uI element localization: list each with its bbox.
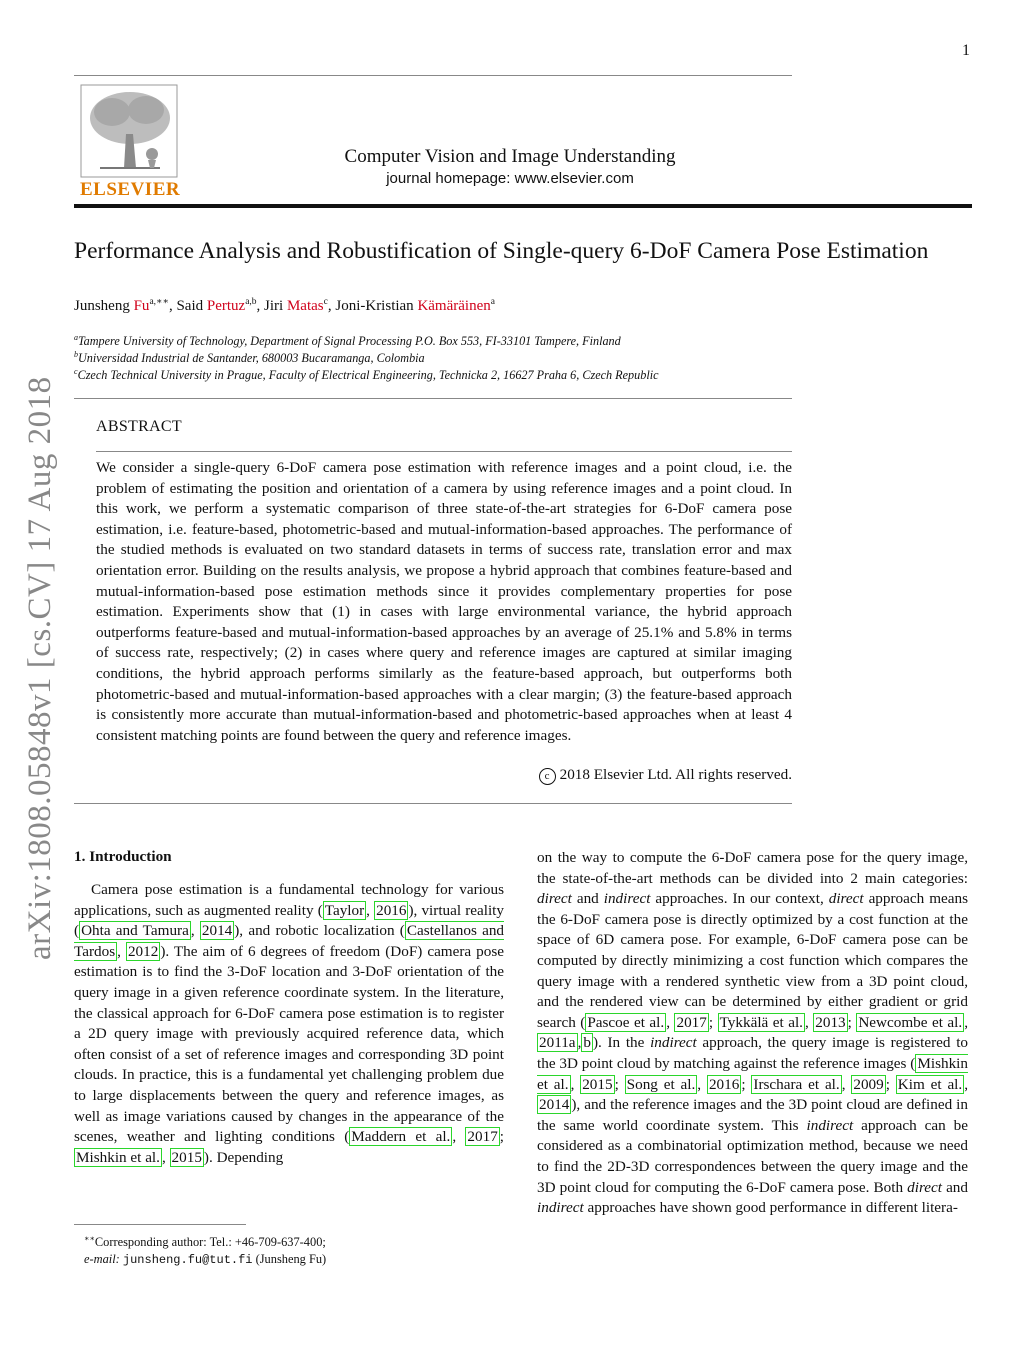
citation-link[interactable]: Taylor (324, 901, 365, 919)
author-affiliation-mark: a (490, 297, 495, 307)
author-first-name: Junsheng (74, 298, 134, 314)
body-text: , (964, 1013, 968, 1031)
citation-link[interactable]: 2013 (815, 1013, 846, 1031)
emphasis-text: direct (828, 890, 864, 908)
section-heading: 1. Introduction (74, 848, 172, 865)
footnote (84, 1230, 326, 1269)
body-text: , (117, 942, 126, 960)
email-owner: (Junsheng Fu) (252, 1252, 327, 1267)
abstract-body: We consider a single-query 6-DoF camera pose estimation with reference images and a point cloud, i.e. the problem of estimating the position and orientation of a camera by using reference images and a point cloud. In this work, we perform a systematic comparison of three state-of-the-art strategies for 6-DoF camera pose estimation, i.e. feature-based, photometric-based and mutual-information-based approaches. The performance of the studied methods is evaluated on two standard datasets in terms of success rate, translation error and max orientation error. Building on the results analysis, we propose a hybrid approach that combines feature-based and mutual-information-based pose estimation methods since it provides complementary properties for pose estimation. Experiments show that (1) in cases with large environmental variance, the hybrid approach outperforms feature-based and mutual-information-based approaches by an average of 25.1% and 5.8% in terms of success rate, respectively; (2) in cases where query and reference images are captured at similar imaging conditions, the hybrid approach performs similarly as the feature-based approach, but outperforms both photometric-based and mutual-information-based approaches with a clear margin; (3) the feature-based approach is consistently more accurate than mutual-information-based and photometric-based approaches when at least 4 consistent matching points are found between the query and reference images. (96, 459, 792, 744)
author-affiliation-mark: c (323, 297, 328, 307)
journal-header (300, 146, 720, 187)
citation-link[interactable]: Maddern et al. (351, 1128, 451, 1146)
author-link[interactable]: Matas (286, 298, 324, 314)
body-text: Camera pose estimation is a fundamental technology for various applications, such as augmented reality ( (74, 881, 504, 919)
citation-link[interactable]: Irschara et al. (753, 1075, 840, 1093)
emphasis-text: indirect (537, 1199, 584, 1217)
author-separator: , (256, 298, 265, 314)
citation-link[interactable]: 2015 (171, 1148, 202, 1166)
body-text: , (697, 1075, 707, 1093)
body-text: , (190, 922, 200, 940)
body-text: ; (499, 1128, 505, 1146)
body-text: approach, the query image is registered to the 3D point cloud by matching against the reference images ( (537, 1034, 969, 1072)
body-text: ), and the reference images and the 3D point cloud are defined in the same world coordinate system. This (537, 1096, 968, 1134)
author-first-name: Jiri (264, 298, 287, 314)
citation-link[interactable]: 2014 (539, 1096, 570, 1114)
body-text: , (452, 1128, 466, 1146)
body-text: approaches. In our context, (650, 890, 829, 908)
affiliation-text: Czech Technical University in Prague, Faculty of Electrical Engineering, Technicka 2, 16627 Praha 6, Czech Republic (77, 368, 659, 383)
affiliation-text: Universidad Industrial de Santander, 680003 Bucaramanga, Colombia (78, 351, 425, 366)
body-text: approaches have shown good performance in different litera- (583, 1199, 958, 1217)
citation-link[interactable]: Ohta and Tamura (81, 922, 189, 940)
abstract-heading-rule (96, 451, 792, 452)
author-link[interactable]: Fu (133, 298, 150, 314)
body-text: , (964, 1075, 968, 1093)
emphasis-text: indirect (650, 1034, 697, 1052)
citation-link[interactable]: Newcombe et al. (858, 1013, 963, 1031)
affiliation-a (74, 333, 621, 349)
citation-link[interactable]: 2012 (127, 942, 159, 960)
body-text: ; (885, 1075, 896, 1093)
author-separator: , (327, 298, 336, 314)
citation-link[interactable]: Mishkin et al. (537, 1054, 968, 1093)
citation-link[interactable]: 2017 (676, 1013, 707, 1031)
arxiv-stamp: arXiv:1808.05848v1 [cs.CV] 17 Aug 2018 (22, 376, 58, 960)
citation-link[interactable]: 2009 (853, 1075, 884, 1093)
elsevier-logo (80, 84, 181, 200)
intro-column-right (537, 848, 968, 1219)
abstract-bottom-rule (74, 803, 792, 804)
tree-icon (80, 84, 178, 178)
body-text: ), and robotic localization ( (234, 922, 405, 940)
citation-link[interactable]: 2015 (582, 1075, 613, 1093)
affiliation-text: Tampere University of Technology, Department of Signal Processing P.O. Box 553, FI-33101 Tampere, Finland (78, 334, 621, 349)
body-text: , (666, 1013, 675, 1031)
citation-link[interactable]: Kim et al. (897, 1075, 963, 1093)
author-list (74, 296, 495, 315)
body-text: ). In the (592, 1034, 651, 1052)
page-number: 1 (962, 42, 970, 59)
body-text: ; (741, 1075, 752, 1093)
body-text: , (161, 1148, 170, 1166)
body-text: ; (614, 1075, 625, 1093)
author-link[interactable]: Pertuz (206, 298, 246, 314)
citation-link[interactable]: Song et al. (626, 1075, 696, 1093)
header-top-rule (74, 75, 792, 76)
body-text: approach means the 6-DoF camera pose is directly optimized by a cost function at the space of 6D camera pose. For example, 6-DoF camera pose can be computed by directly minimizing a cost function which compares the query image with a rendered synthetic view from a 3D point cloud, and the rendered view can be determined by either gradient or grid search ( (537, 890, 968, 1031)
body-text: , (366, 901, 375, 919)
citation-link[interactable]: 2014 (201, 922, 233, 940)
affiliation-mark: c (74, 367, 78, 376)
emphasis-text: indirect (603, 890, 651, 908)
footnote-line1 (84, 1230, 326, 1251)
affiliation-mark: b (74, 350, 78, 359)
body-text: ). The aim of 6 degrees of freedom (DoF) camera pose estimation is to find the 3-DoF location and 3-DoF orientation of the query image in a given reference coordinate system. In the literature, the classical approach for 6-DoF camera pose estimation is to register a 2D query image with previously acquired reference data, which often consist of a set of reference images and corresponding 3D point clouds. In practice, this is a fundamental yet challenging problem due to large displacements between the query and reference images, as well as image variations caused by changes in the appearance of the scenes, weather and lighting conditions ( (74, 942, 505, 1146)
footnote-rule (74, 1224, 246, 1225)
copyright-text: 2018 Elsevier Ltd. All rights reserved. (559, 766, 792, 783)
body-text: and (942, 1178, 968, 1196)
journal-homepage: journal homepage: www.elsevier.com (386, 170, 634, 187)
body-text: , (804, 1013, 814, 1031)
author-link[interactable]: Kämäräinen (417, 298, 491, 314)
citation-link[interactable]: 2016 (376, 901, 407, 919)
body-text: ; (847, 1013, 857, 1031)
abstract-heading: ABSTRACT (96, 418, 182, 435)
body-text: ), virtual reality ( (74, 901, 504, 940)
email-label: e-mail: (84, 1252, 123, 1267)
citation-link[interactable]: Tykkälä et al. (719, 1013, 803, 1031)
author-affiliation-mark: a,b (245, 297, 257, 307)
body-text: , (577, 1034, 582, 1052)
body-text: ). Depending (203, 1148, 284, 1166)
header-bottom-rule (74, 204, 972, 208)
affiliation-mark: a (74, 333, 78, 342)
body-text: ; (708, 1013, 718, 1031)
paper-title: Performance Analysis and Robustification of Single-query 6-DoF Camera Pose Estimation (74, 238, 929, 264)
citation-link[interactable]: 2011a (539, 1034, 576, 1052)
elsevier-wordmark: ELSEVIER (80, 179, 181, 200)
body-text: on the way to compute the 6-DoF camera pose for the query image, the state-of-the-art methods can be divided into 2 main categories: (537, 849, 968, 887)
copyright-symbol-icon: c (539, 768, 556, 785)
affiliation-b (74, 350, 425, 366)
intro-column-left (74, 880, 504, 1168)
citation-link[interactable]: Mishkin et al. (76, 1148, 160, 1166)
citation-link[interactable]: 2017 (467, 1128, 498, 1146)
email-link[interactable]: junsheng.fu@tut.fi (122, 1253, 253, 1268)
emphasis-text: direct (907, 1178, 942, 1196)
body-text: approach can be considered as a combinatorial optimization method, because we need to find the 2D-3D correspondences between the query image and the 3D point cloud for computing the 6-DoF camera pose. Both (537, 1116, 968, 1196)
body-text: , (841, 1075, 852, 1093)
emphasis-text: indirect (806, 1116, 854, 1134)
footnote-contact: Corresponding author: Tel.: +46-709-637-400; (94, 1235, 326, 1250)
citation-link[interactable]: Pascoe et al. (587, 1013, 665, 1031)
emphasis-text: direct (537, 890, 572, 908)
author-first-name: Joni-Kristian (335, 298, 418, 314)
citation-link[interactable]: b (583, 1034, 591, 1052)
citation-link[interactable]: Castellanos and Tardos (74, 922, 505, 960)
author-first-name: Said (176, 298, 207, 314)
journal-name: Computer Vision and Image Understanding (344, 146, 676, 167)
body-text: , (570, 1075, 581, 1093)
body-text: and (571, 890, 604, 908)
author-affiliation-mark: a,∗∗ (149, 297, 169, 307)
footnote-line2 (84, 1251, 326, 1269)
footnote-mark: ∗∗ (84, 1234, 95, 1243)
author-separator: , (168, 298, 177, 314)
copyright-notice (539, 766, 792, 785)
citation-link[interactable]: 2016 (708, 1075, 740, 1093)
abstract-top-rule (74, 398, 792, 399)
affiliation-c (74, 367, 659, 383)
